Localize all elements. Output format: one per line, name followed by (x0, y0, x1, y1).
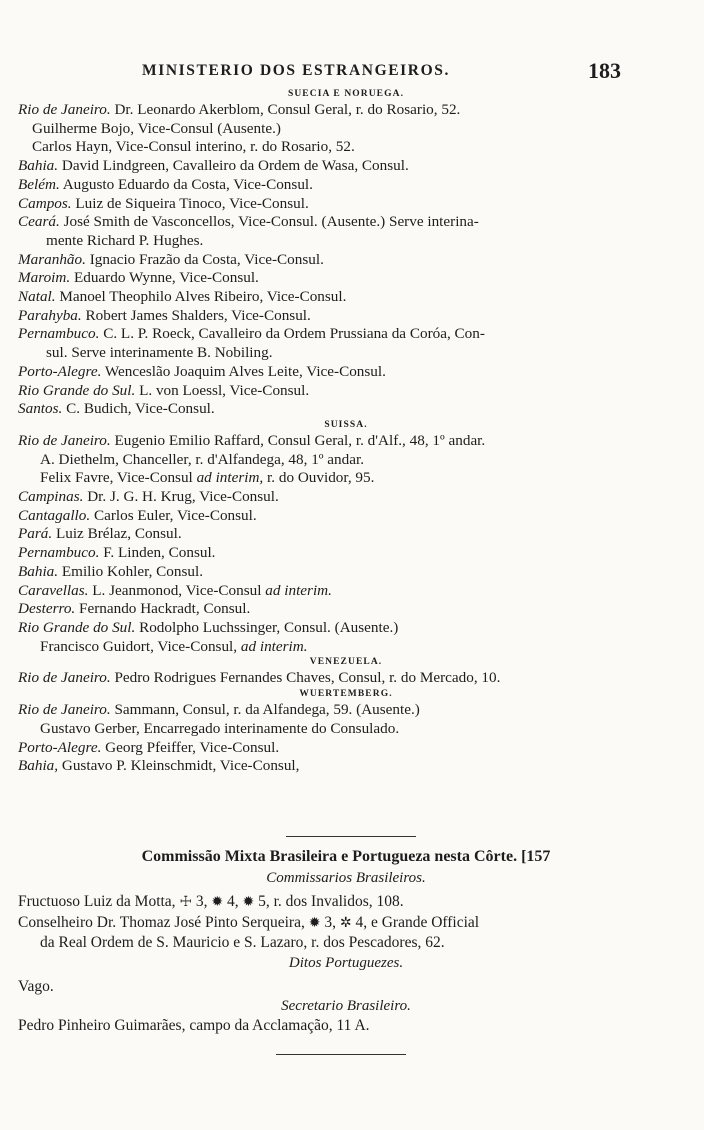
entry-text: Luiz de Siqueira Tinoco, Vice-Consul. (71, 194, 309, 212)
entry-line (18, 488, 674, 507)
city-name: Natal. (18, 288, 56, 306)
city-name: Pernambuco. (18, 325, 100, 343)
city-name: Rio de Janeiro. (18, 431, 111, 449)
entry-text: José Smith de Vasconcellos, Vice-Consul. (Ausente.) Serve interina- (59, 213, 479, 231)
entry-text: Gustavo Gerber, Encarregado interinamente do Consulado. (40, 719, 400, 737)
entry-line (18, 382, 674, 401)
section-divider (286, 836, 416, 837)
commission-ref: [157 (521, 848, 551, 865)
entry-line: da Real Ordem de S. Mauricio e S. Lazaro, r. dos Pescadores, 62. (40, 934, 445, 951)
entry-line (18, 195, 674, 214)
bottom-divider (276, 1054, 406, 1055)
city-name: Pernambuco. (18, 544, 100, 562)
city-name: Bahia, (18, 757, 59, 775)
city-name: Pará. (18, 525, 53, 543)
city-name: Caravellas. (18, 581, 89, 599)
entry-text: Felix Favre, Vice-Consul (40, 469, 197, 487)
entry-text: Robert James Shalders, Vice-Consul. (81, 306, 311, 324)
entry-line (18, 525, 674, 544)
city-name: Parahyba. (18, 306, 82, 324)
entry-text: Conselheiro Dr. Thomaz José Pinto Serqueira, (18, 913, 305, 931)
subheading-brazilian-commissioners: Commissarios Brasileiros. (266, 870, 426, 886)
entry-line (18, 307, 674, 326)
section-heading-sweden-norway: SUECIA E NORUEGA. (287, 89, 405, 99)
city-name: Bahia. (18, 562, 59, 580)
city-name: Rio de Janeiro. (18, 669, 111, 687)
city-name: Campinas. (18, 488, 84, 506)
entry-text: 5, r. dos Invalidos, 108. (258, 893, 404, 910)
city-name: Rio Grande do Sul. (18, 381, 136, 399)
vacant-line: Vago. (18, 977, 54, 995)
entry-line (18, 325, 674, 344)
entry-text: Carlos Euler, Vice-Consul. (90, 506, 257, 524)
medal-icon: ✹ (242, 895, 255, 910)
entry-line (18, 288, 674, 307)
section-heading-venezuela: VENEZUELA. (309, 657, 383, 668)
entry-line (18, 451, 674, 470)
entry-text: Pedro Rodrigues Fernandes Chaves, Consul, r. do Mercado, 10. (110, 669, 501, 687)
city-name: Campos. (18, 194, 72, 212)
medal-icon: ✹ (308, 915, 321, 931)
entry-line: Pedro Pinheiro Guimarães, campo da Acclamação, 11 A. (18, 1017, 370, 1034)
entry-text: Carlos Hayn, Vice-Consul interino, r. do Rosario, 52. (32, 138, 355, 156)
section-heading-wuertemberg: WUERTEMBERG. (299, 689, 393, 700)
page-header (0, 58, 704, 88)
entry-line (18, 669, 674, 688)
entry-text: Eduardo Wynne, Vice-Consul. (70, 269, 259, 287)
entry-line (18, 507, 674, 526)
page-number: 183 (588, 58, 621, 83)
entry-line (18, 363, 674, 382)
entry-line (18, 913, 674, 934)
entry-italic: ad interim. (240, 637, 308, 655)
entry-line (18, 619, 674, 638)
entry-text: mente Richard P. Hughes. (46, 231, 204, 249)
entry-text: Augusto Eduardo da Costa, Vice-Consul. (59, 175, 313, 193)
consulates-list (18, 88, 674, 776)
entry-text: Georg Pfeiffer, Vice-Consul. (101, 738, 280, 756)
city-name: Cantagallo. (18, 506, 91, 524)
entry-text: C. Budich, Vice-Consul. (62, 400, 215, 418)
city-name: Desterro. (18, 600, 76, 618)
city-name: Ceará. (18, 213, 60, 231)
section-heading-switzerland: SUISSA. (324, 419, 368, 430)
entry-line (18, 563, 674, 582)
entry-text: 4, e Grande Official (355, 913, 480, 931)
entry-text: Sammann, Consul, r. da Alfandega, 59. (Ausente.) (110, 701, 420, 719)
entry-italic: ad interim, (196, 469, 264, 487)
entry-line (18, 892, 674, 913)
entry-text: L. von Loessl, Vice-Consul. (135, 381, 310, 399)
city-name: Maroim. (18, 269, 71, 287)
city-name: Santos. (18, 400, 63, 418)
city-name: Belém. (18, 175, 60, 193)
medal-icon: ✹ (211, 895, 224, 910)
entry-text: A. Diethelm, Chanceller, r. d'Alfandega, 48, 1º andar. (40, 450, 364, 468)
entry-line (18, 120, 674, 139)
city-name: Bahia. (18, 157, 59, 175)
city-name: Rio Grande do Sul. (18, 618, 136, 636)
city-name: Rio de Janeiro. (18, 101, 111, 118)
entry-text: Dr. Leonardo Akerblom, Consul Geral, r. do Rosario, 52. (110, 101, 461, 118)
entry-line (18, 176, 674, 195)
entry-text: r. do Ouvidor, 95. (263, 469, 375, 487)
entry-line (18, 251, 674, 270)
entry-text: Gustavo P. Kleinschmidt, Vice-Consul, (58, 757, 300, 775)
entry-line (18, 138, 674, 157)
entry-text: Fernando Hackradt, Consul. (75, 600, 251, 618)
entry-line (18, 600, 674, 619)
entry-line (18, 157, 674, 176)
entry-line (18, 213, 674, 232)
entry-line (18, 344, 674, 363)
city-name: Porto-Alegre. (18, 738, 102, 756)
entry-text: Eugenio Emilio Raffard, Consul Geral, r. d'Alf., 48, 1º andar. (110, 431, 486, 449)
entry-line (18, 544, 674, 563)
entry-line (18, 638, 674, 657)
running-title: MINISTERIO DOS ESTRANGEIROS. (142, 62, 450, 79)
entry-line (18, 701, 674, 720)
entry-line (18, 432, 674, 451)
entry-text: sul. Serve interinamente B. Nobiling. (46, 344, 273, 362)
entry-line (18, 757, 674, 776)
entry-text: Luiz Brélaz, Consul. (52, 525, 182, 543)
entry-line (18, 582, 674, 601)
entry-text: L. Jeanmonod, Vice-Consul (88, 581, 266, 599)
entry-text: Wenceslão Joaquim Alves Leite, Vice-Consul. (101, 362, 386, 380)
entry-text: 3, (324, 913, 336, 931)
entry-text: David Lindgreen, Cavalleiro da Ordem de Wasa, Consul. (58, 157, 409, 175)
entry-line (18, 739, 674, 758)
entry-text: C. L. P. Roeck, Cavalleiro da Ordem Prussiana da Coróa, Con- (99, 325, 485, 343)
commission-title (18, 846, 674, 868)
entry-text: Emilio Kohler, Consul. (58, 562, 204, 580)
entry-text: Guilherme Bojo, Vice-Consul (Ausente.) (32, 119, 281, 137)
city-name: Maranhão. (18, 250, 86, 268)
entry-italic: ad interim. (265, 581, 332, 599)
entry-line (18, 469, 674, 488)
entry-text: F. Linden, Consul. (99, 544, 216, 562)
cross-order-icon: ☩ (179, 895, 192, 910)
entry-text: 4, (226, 893, 239, 910)
subheading-secretary: Secretario Brasileiro. (281, 998, 411, 1014)
city-name: Rio de Janeiro. (18, 701, 111, 719)
entry-line (18, 269, 674, 288)
entry-text: 3, (195, 893, 208, 910)
entry-text: Fructuoso Luiz da Motta, (18, 893, 176, 910)
entry-text: Ignacio Frazão da Costa, Vice-Consul. (85, 250, 324, 268)
entry-line (18, 101, 674, 120)
cross-star-icon: ✲ (339, 915, 352, 931)
city-name: Porto-Alegre. (18, 362, 102, 380)
commission-section (18, 846, 674, 1036)
commission-title-text: Commissão Mixta Brasileira e Portugueza nesta Côrte. (141, 848, 518, 865)
entry-line (18, 400, 674, 419)
entry-line (18, 720, 674, 739)
entry-text: Dr. J. G. H. Krug, Vice-Consul. (83, 488, 279, 506)
subheading-portuguese: Ditos Portuguezes. (288, 954, 404, 971)
entry-text: Manoel Theophilo Alves Ribeiro, Vice-Consul. (55, 288, 347, 306)
entry-line (18, 232, 674, 251)
entry-text: Francisco Guidort, Vice-Consul, (40, 637, 241, 655)
entry-text: Rodolpho Luchssinger, Consul. (Ausente.) (135, 618, 399, 636)
